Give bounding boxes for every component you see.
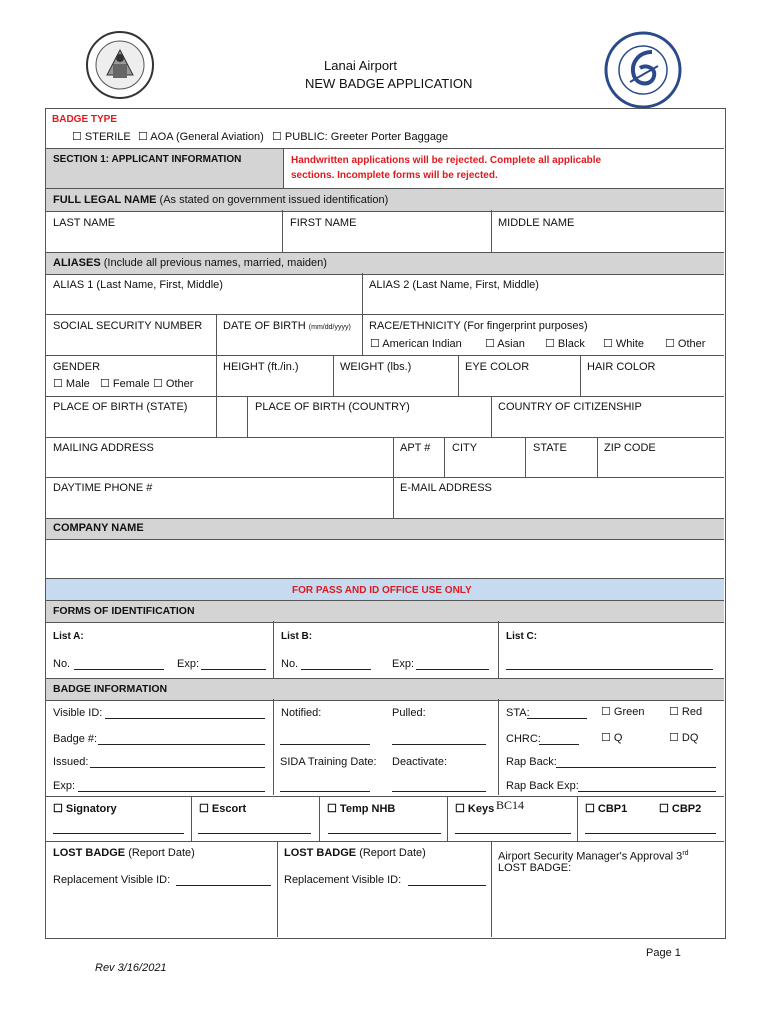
list-b-exp-line[interactable] bbox=[416, 669, 489, 670]
height-field[interactable]: HEIGHT (ft./in.) bbox=[223, 361, 299, 373]
race-other[interactable]: ☐ Other bbox=[665, 338, 706, 350]
zip-code-field[interactable]: ZIP CODE bbox=[604, 442, 656, 454]
sta-label: STA: bbox=[506, 707, 530, 719]
rap-back-exp-label: Rap Back Exp: bbox=[506, 780, 579, 792]
replacement-1-line[interactable] bbox=[176, 885, 271, 886]
keys-code: BC14 bbox=[496, 798, 525, 812]
exp-label: Exp: bbox=[53, 780, 76, 792]
lost-badge-2-title: LOST BADGE (Report Date) bbox=[284, 847, 426, 859]
dob-field[interactable]: DATE OF BIRTH (mm/dd/yyyy) bbox=[223, 320, 351, 332]
cbp2-checkbox[interactable]: ☐ CBP2 bbox=[659, 803, 702, 815]
page-number: Page 1 bbox=[646, 947, 681, 959]
list-a-no-line[interactable] bbox=[74, 669, 164, 670]
race-american-indian[interactable]: ☐ American Indian bbox=[370, 338, 462, 350]
chrc-q-checkbox[interactable]: ☐ Q bbox=[601, 732, 623, 744]
mailing-address-field[interactable]: MAILING ADDRESS bbox=[53, 442, 154, 454]
deactivate-line[interactable] bbox=[392, 791, 486, 792]
escort-checkbox[interactable]: ☐ Escort bbox=[199, 803, 247, 815]
list-b-no: No. bbox=[281, 658, 299, 670]
race-white[interactable]: ☐ White bbox=[603, 338, 645, 350]
ssn-field[interactable]: SOCIAL SECURITY NUMBER bbox=[53, 320, 203, 332]
first-name-field[interactable]: FIRST NAME bbox=[290, 217, 357, 229]
birth-state-field[interactable]: PLACE OF BIRTH (STATE) bbox=[53, 401, 188, 413]
list-b-label: List B: bbox=[281, 631, 313, 642]
issued-label: Issued: bbox=[53, 756, 89, 768]
keys-checkbox[interactable]: ☐ Keys bbox=[455, 803, 495, 815]
race-black[interactable]: ☐ Black bbox=[545, 338, 585, 350]
alias2-field[interactable]: ALIAS 2 (Last Name, First, Middle) bbox=[369, 279, 539, 291]
deactivate-label: Deactivate: bbox=[392, 756, 448, 768]
gender-female[interactable]: ☐ Female bbox=[100, 378, 150, 390]
section1-title: SECTION 1: APPLICANT INFORMATION bbox=[53, 154, 242, 165]
warning-line-1: Handwritten applications will be rejected. Complete all applicable bbox=[291, 155, 602, 166]
issued-line[interactable] bbox=[90, 767, 265, 768]
chrc-label: CHRC: bbox=[506, 733, 541, 745]
list-b-exp: Exp: bbox=[392, 658, 415, 670]
list-a-exp: Exp: bbox=[177, 658, 200, 670]
race-label: RACE/ETHNICITY (For fingerprint purposes) bbox=[369, 320, 588, 332]
rap-back-label: Rap Back: bbox=[506, 756, 557, 768]
chrc-dq-checkbox[interactable]: ☐ DQ bbox=[669, 732, 699, 744]
company-name-input[interactable] bbox=[46, 539, 724, 578]
list-a-label: List A: bbox=[53, 631, 84, 642]
lost-badge-1-title: LOST BADGE (Report Date) bbox=[53, 847, 195, 859]
signatory-checkbox[interactable]: ☐ Signatory bbox=[53, 803, 117, 815]
badge-number-label: Badge #: bbox=[53, 733, 98, 745]
hawaii-state-seal bbox=[85, 30, 155, 100]
temp-nhb-checkbox[interactable]: ☐ Temp NHB bbox=[327, 803, 396, 815]
sta-green-checkbox[interactable]: ☐ Green bbox=[601, 706, 645, 718]
middle-name-field[interactable]: MIDDLE NAME bbox=[498, 217, 575, 229]
legal-name-title: FULL LEGAL NAME (As stated on government issued identification) bbox=[53, 194, 389, 206]
notified-label: Notified: bbox=[281, 707, 322, 719]
last-name-field[interactable]: LAST NAME bbox=[53, 217, 116, 229]
lost-badge-3-label: LOST BADGE: bbox=[498, 862, 572, 874]
hair-color-field[interactable]: HAIR COLOR bbox=[587, 361, 656, 373]
list-a-no: No. bbox=[53, 658, 71, 670]
replacement-2-line[interactable] bbox=[408, 885, 486, 886]
office-use-title: FOR PASS AND ID OFFICE USE ONLY bbox=[292, 585, 472, 596]
cbp-line[interactable] bbox=[585, 833, 716, 834]
list-b-no-line[interactable] bbox=[301, 669, 371, 670]
eye-color-field[interactable]: EYE COLOR bbox=[465, 361, 530, 373]
badge-type-label: BADGE TYPE bbox=[52, 114, 118, 125]
notified-line[interactable] bbox=[280, 744, 370, 745]
birth-country-field[interactable]: PLACE OF BIRTH (COUNTRY) bbox=[255, 401, 410, 413]
revision-date: Rev 3/16/2021 bbox=[95, 962, 167, 974]
company-title: COMPANY NAME bbox=[53, 522, 144, 534]
approval-label: Airport Security Manager's Approval 3rd bbox=[498, 850, 689, 863]
visible-id-label: Visible ID: bbox=[53, 707, 103, 719]
aoa-checkbox[interactable]: ☐ AOA (General Aviation) bbox=[138, 131, 264, 143]
city-field[interactable]: CITY bbox=[452, 442, 478, 454]
race-asian[interactable]: ☐ Asian bbox=[485, 338, 525, 350]
page-title: Lanai Airport bbox=[324, 58, 397, 73]
cbp1-checkbox[interactable]: ☐ CBP1 bbox=[585, 803, 628, 815]
sterile-checkbox[interactable]: ☐ STERILE bbox=[72, 131, 131, 143]
replacement-2-label: Replacement Visible ID: bbox=[284, 874, 402, 886]
rap-back-line[interactable] bbox=[556, 767, 716, 768]
gender-label: GENDER bbox=[53, 361, 101, 373]
gender-other[interactable]: ☐ Other bbox=[153, 378, 194, 390]
sida-line[interactable] bbox=[280, 791, 370, 792]
gender-male[interactable]: ☐ Male bbox=[53, 378, 90, 390]
warning-line-2: sections. Incomplete forms will be rejected. bbox=[291, 170, 498, 181]
rap-back-exp-line[interactable] bbox=[578, 791, 716, 792]
company-band bbox=[46, 518, 724, 540]
apt-field[interactable]: APT # bbox=[400, 442, 431, 454]
exp-line[interactable] bbox=[78, 791, 265, 792]
sta-red-checkbox[interactable]: ☐ Red bbox=[669, 706, 703, 718]
page-subtitle: NEW BADGE APPLICATION bbox=[305, 76, 473, 91]
weight-field[interactable]: WEIGHT (lbs.) bbox=[340, 361, 412, 373]
pulled-label: Pulled: bbox=[392, 707, 426, 719]
citizenship-field[interactable]: COUNTRY OF CITIZENSHIP bbox=[498, 401, 642, 413]
list-a-exp-line[interactable] bbox=[201, 669, 266, 670]
phone-field[interactable]: DAYTIME PHONE # bbox=[53, 482, 153, 494]
sta-line[interactable] bbox=[527, 718, 587, 719]
pulled-line[interactable] bbox=[392, 744, 486, 745]
public-checkbox[interactable]: ☐ PUBLIC: Greeter Porter Baggage bbox=[272, 131, 449, 143]
visible-id-line[interactable] bbox=[105, 718, 265, 719]
state-field[interactable]: STATE bbox=[533, 442, 567, 454]
forms-title: FORMS OF IDENTIFICATION bbox=[53, 605, 195, 617]
email-field[interactable]: E-MAIL ADDRESS bbox=[400, 482, 492, 494]
list-c-line[interactable] bbox=[506, 669, 713, 670]
chrc-line[interactable] bbox=[539, 744, 579, 745]
aliases-title: ALIASES (Include all previous names, married, maiden) bbox=[53, 257, 327, 269]
keys-line[interactable] bbox=[455, 833, 571, 834]
list-c-label: List C: bbox=[506, 631, 538, 642]
badge-info-title: BADGE INFORMATION bbox=[53, 683, 168, 695]
signatory-line[interactable] bbox=[53, 833, 184, 834]
temp-nhb-line[interactable] bbox=[328, 833, 441, 834]
alias1-field[interactable]: ALIAS 1 (Last Name, First, Middle) bbox=[53, 279, 223, 291]
sida-label: SIDA Training Date: bbox=[280, 756, 377, 768]
badge-number-line[interactable] bbox=[98, 744, 265, 745]
replacement-1-label: Replacement Visible ID: bbox=[53, 874, 171, 886]
department-of-transportation-seal bbox=[600, 30, 686, 110]
escort-line[interactable] bbox=[198, 833, 311, 834]
